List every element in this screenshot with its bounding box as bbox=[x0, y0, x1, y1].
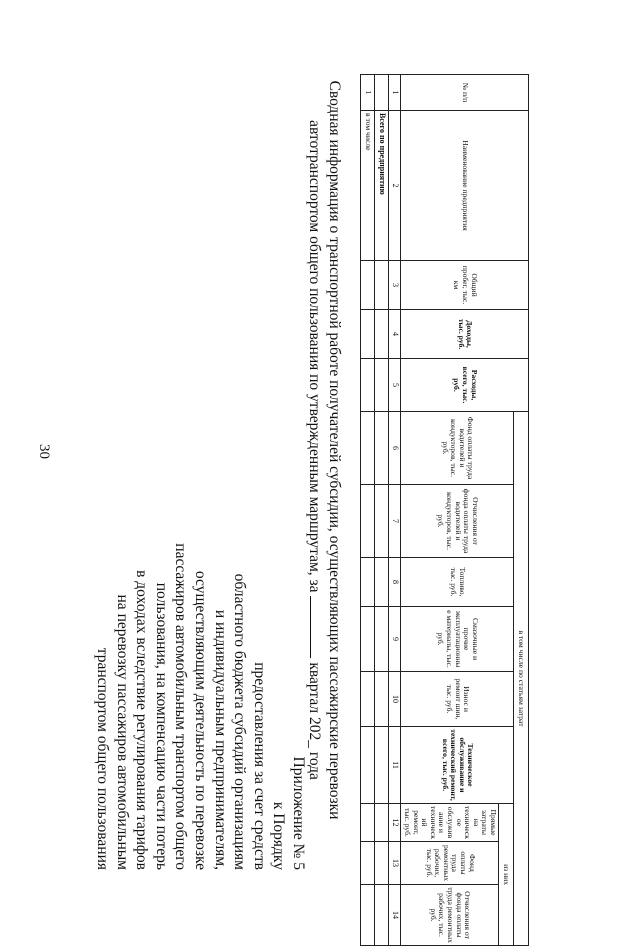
appendix-line: областного бюджета субсидий организациям bbox=[231, 573, 249, 870]
row-number: 1 bbox=[361, 75, 375, 111]
column-number: 8 bbox=[389, 558, 401, 607]
column-number: 6 bbox=[389, 412, 401, 485]
header-expenses: Расходы, всего, тыс. руб. bbox=[401, 359, 529, 412]
appendix-line: в доходах вследствие регулирования тарифов bbox=[133, 570, 151, 870]
header-wage-fund: Фонд оплаты труда водителей и кондукторов, тыс. руб. bbox=[401, 412, 514, 485]
header-fuel: Топливо, тыс. руб. bbox=[401, 558, 514, 607]
column-number: 7 bbox=[389, 485, 401, 558]
header-repair-wage-fund: Фонд оплаты труда ремонтных рабочих, тыс. руб. bbox=[401, 842, 499, 885]
header-cost-items: в том числе по статьям затрат bbox=[514, 412, 529, 946]
header-materials: Смазочные и прочие эксплуатационные материалы, тыс. руб. bbox=[401, 607, 514, 672]
row-name: в том числе bbox=[361, 111, 375, 261]
column-number: 12 bbox=[389, 804, 401, 842]
header-tires: Износ и ремонт шин, тыс. руб. bbox=[401, 672, 514, 727]
appendix-header bbox=[92, 70, 308, 870]
header-income: Доходы, тыс. руб. bbox=[401, 310, 529, 359]
appendix-line: на перевозку пассажиров автомобильным bbox=[113, 594, 131, 870]
appendix-line: Приложение № 5 bbox=[290, 756, 307, 870]
header-repair-wage-deductions: Отчисления от фонда оплаты труда ремонтных рабочих, тыс. руб. bbox=[401, 885, 499, 946]
header-name: Наименование предприятия bbox=[401, 111, 529, 261]
transport-summary-table bbox=[360, 74, 529, 946]
appendix-line: пассажиров автомобильным транспортом общего bbox=[172, 543, 190, 870]
column-number: 14 bbox=[389, 885, 401, 946]
appendix-line: и индивидуальным предпринимателям, bbox=[211, 609, 229, 870]
header-no: № п/п bbox=[401, 75, 529, 111]
page-number: 30 bbox=[36, 444, 52, 459]
title-line-2-end: квартал 202_ года bbox=[306, 662, 324, 780]
appendix-line: пользования, на компенсацию части потерь bbox=[152, 582, 170, 870]
quarter-blank bbox=[311, 596, 325, 658]
column-number: 3 bbox=[389, 261, 401, 310]
column-numbers-row bbox=[389, 75, 401, 946]
column-number: 9 bbox=[389, 607, 401, 672]
column-number: 11 bbox=[389, 727, 401, 804]
header-of-them: из них bbox=[499, 804, 514, 946]
title-line-2 bbox=[305, 50, 325, 850]
appendix-line: к Порядку bbox=[270, 801, 288, 870]
column-number: 10 bbox=[389, 672, 401, 727]
appendix-line: осуществляющим деятельность по перевозке bbox=[192, 570, 210, 870]
column-number: 2 bbox=[389, 111, 401, 261]
appendix-line: предоставления за счет средств bbox=[250, 662, 268, 870]
title-line-2-start: автотранспортом общего пользования по утвержденным маршрутам, за bbox=[306, 120, 324, 593]
row-name: Всего по предприятию bbox=[375, 111, 389, 261]
title-line-1: Сводная информация о транспортной работе получателей субсидии, осуществляющих пассажирские перевозки bbox=[326, 80, 343, 820]
header-direct-costs: Прямые затраты на техническое обслуживание и технический ремонт, тыс. руб. bbox=[401, 804, 499, 842]
table-row bbox=[361, 75, 375, 946]
column-number: 5 bbox=[389, 359, 401, 412]
row-number bbox=[375, 75, 389, 111]
table-row bbox=[375, 75, 389, 946]
appendix-line: транспортом общего пользования bbox=[94, 647, 112, 870]
column-number: 13 bbox=[389, 842, 401, 885]
document-title bbox=[305, 50, 344, 850]
header-wage-deductions: Отчисления от фонда оплаты труда водителей и кондукторов, тыс. руб. bbox=[401, 485, 514, 558]
header-mileage: Общий пробег, тыс. км bbox=[401, 261, 529, 310]
header-maintenance: Техническое обслуживание и технический ремонт, всего, тыс. руб. bbox=[401, 727, 514, 804]
column-number: 4 bbox=[389, 310, 401, 359]
column-number: 1 bbox=[389, 75, 401, 111]
